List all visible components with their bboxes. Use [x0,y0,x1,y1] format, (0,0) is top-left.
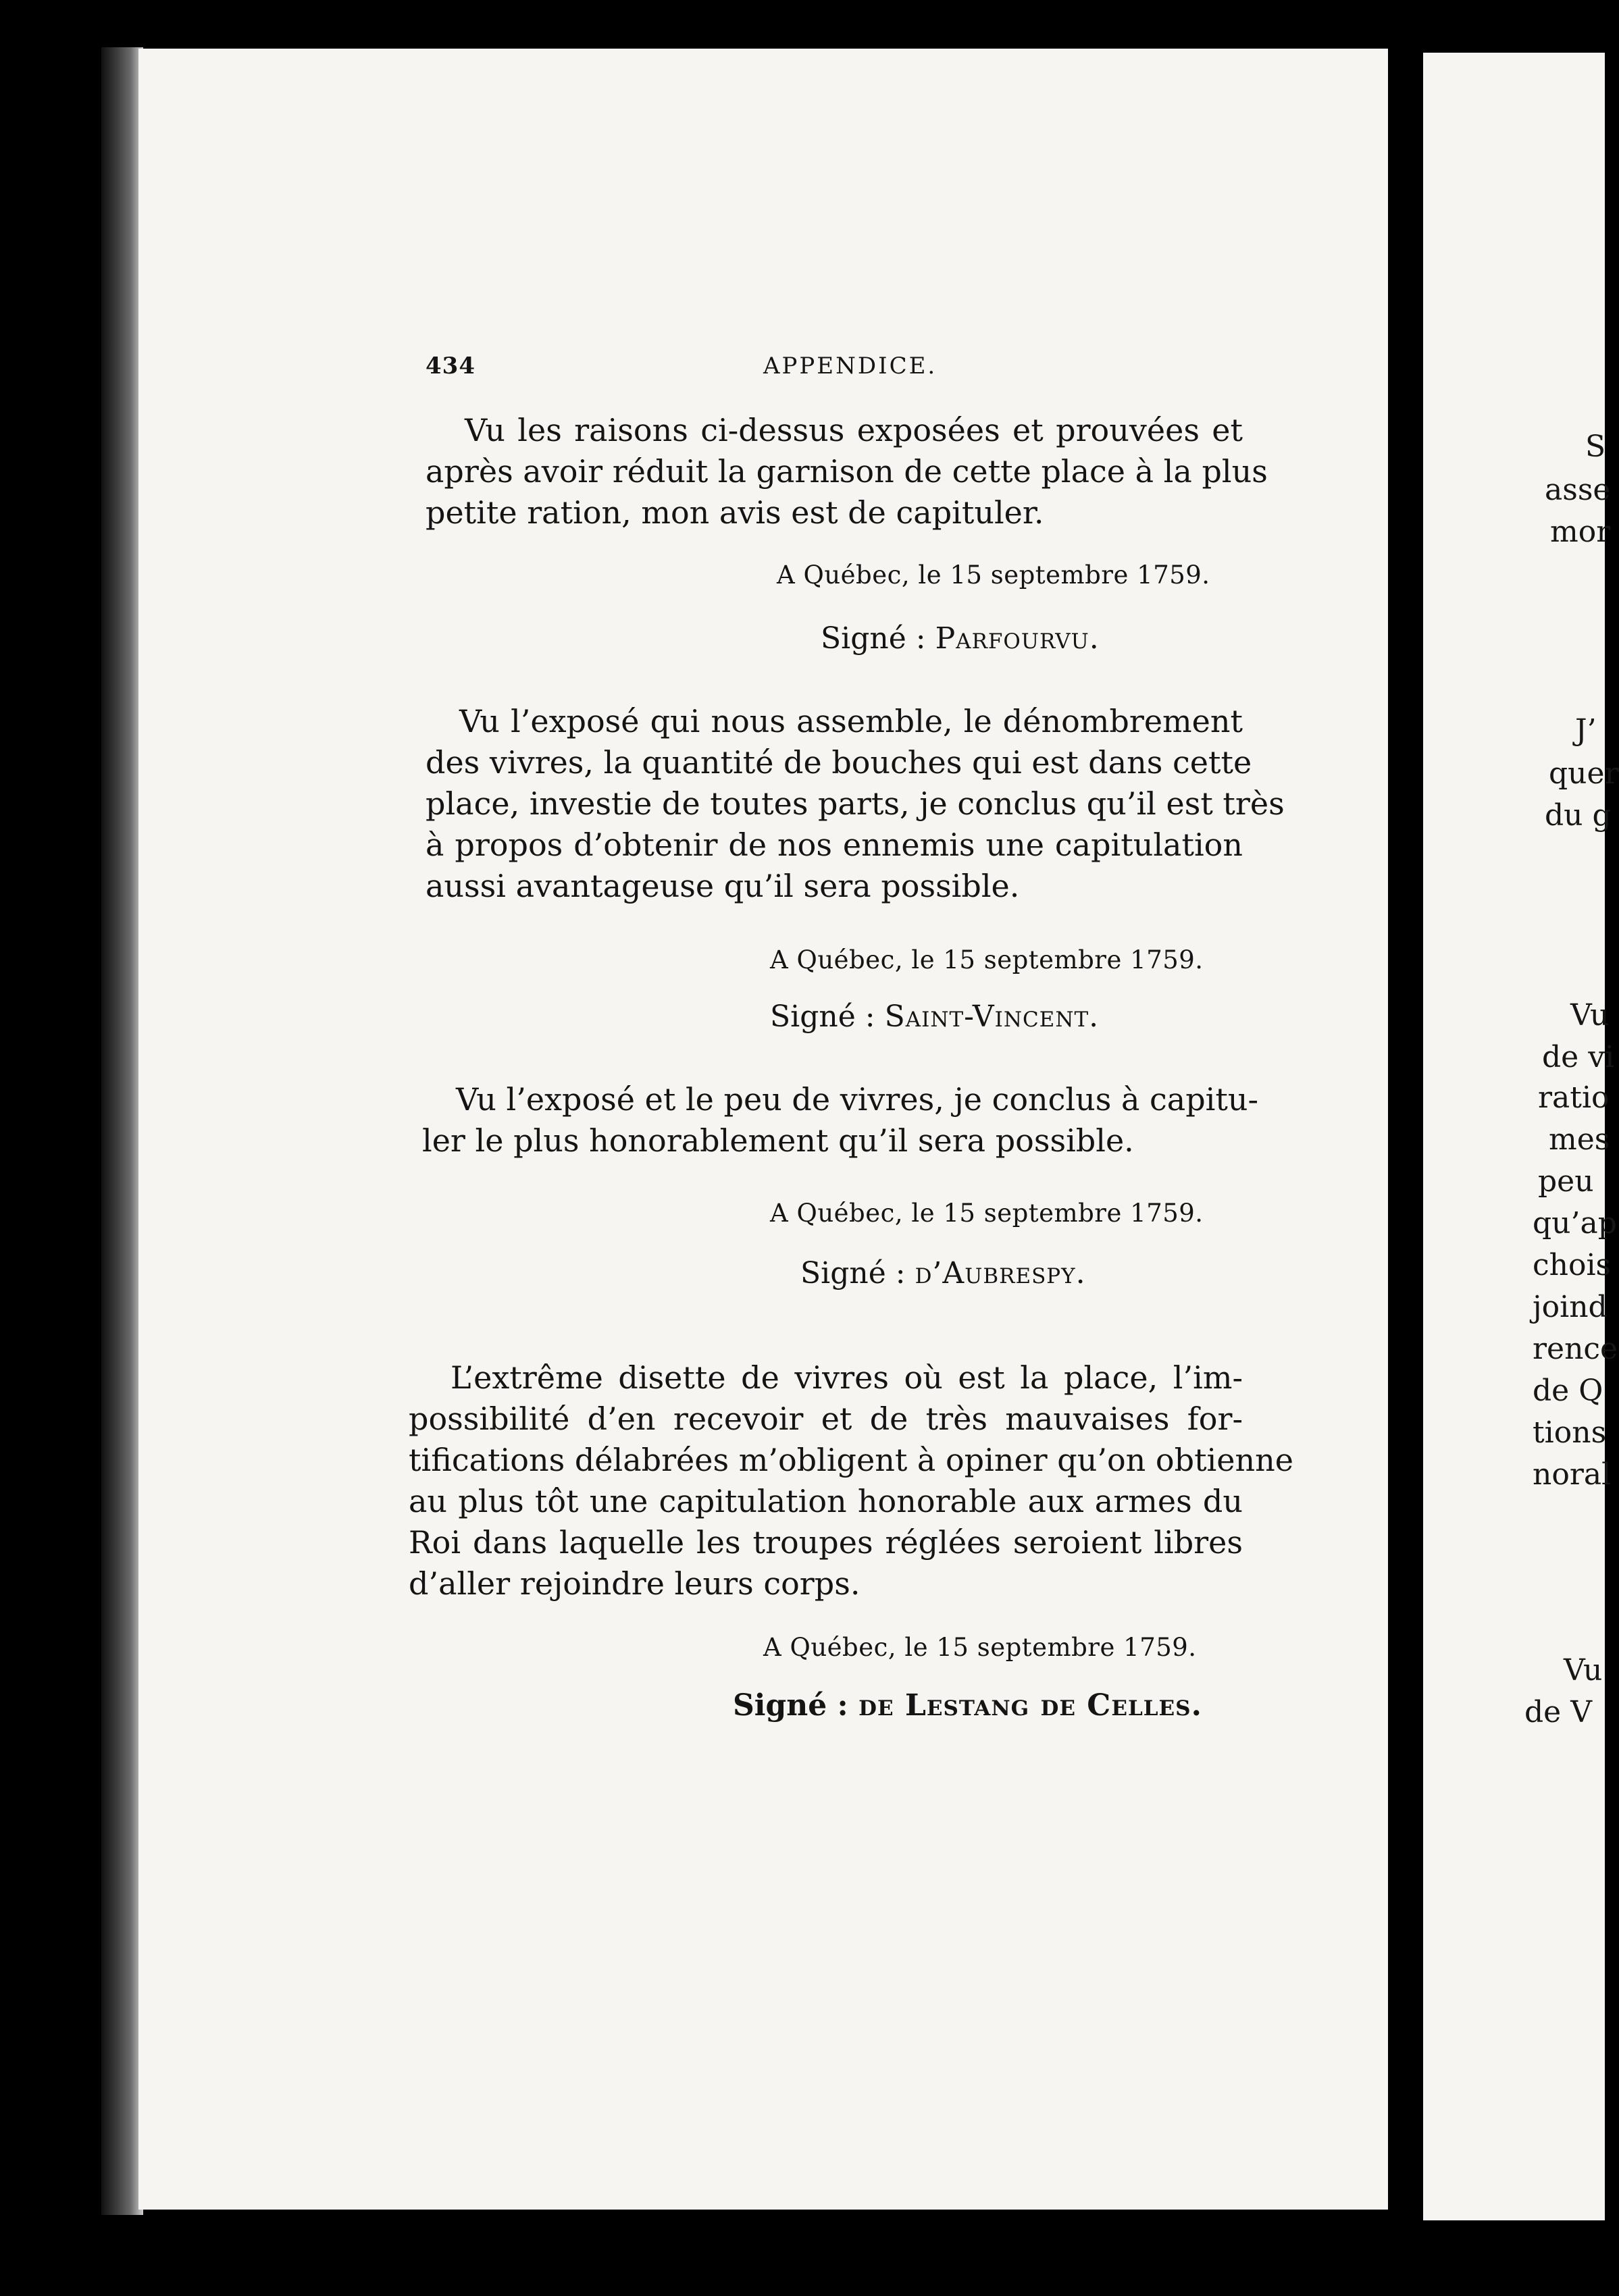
facing-line: joind [1533,1290,1608,1324]
facing-line: de vi [1542,1040,1615,1074]
facing-line: S [1585,429,1606,464]
facing-line: mor [1550,515,1611,549]
facing-line: J’ [1575,713,1597,748]
facing-line: ratio [1538,1080,1610,1115]
signatory-name: Parfourvu. [935,621,1100,656]
paragraph-line: possibilité d’en recevoir et de très mauvaises for- [409,1401,1243,1437]
signed-label: Signé : [821,621,926,656]
facing-line: du g [1545,798,1612,833]
paragraph-line: place, investie de toutes parts, je conclus qu’il est très [426,785,1285,822]
signature-line [770,999,1099,1034]
facing-page [1423,53,1619,2220]
paragraph-line: après avoir réduit la garnison de cette place à la plus [426,453,1268,490]
opinion-paragraph [409,1357,1293,1604]
paragraph-line: Roi dans laquelle les troupes réglées seroient libres [409,1524,1243,1561]
paragraph-line: tifications délabrées m’obligent à opiner qu’on obtienne [409,1442,1293,1478]
facing-line: qu’ap [1533,1206,1617,1241]
signatory-name: d’Aubrespy. [915,1256,1086,1290]
facing-line: noral [1533,1457,1612,1492]
signed-label: Signé : [733,1688,848,1723]
opinion-paragraph [422,1079,1259,1162]
paragraph-line: Vu l’exposé et le peu de vivres, je conclus à capitu- [456,1081,1259,1118]
paragraph-line: L’extrême disette de vivres où est la place, l’im- [451,1359,1243,1396]
paragraph-line: petite ration, mon avis est de capituler. [426,494,1044,531]
signatory-name: Saint-Vincent. [884,999,1100,1034]
signed-label: Signé : [770,999,875,1034]
paragraph-line: au plus tôt une capitulation honorable aux armes du [409,1483,1243,1519]
facing-line: peu [1538,1164,1594,1199]
dateline: A Québec, le 15 septembre 1759. [777,560,1210,590]
facing-line: de V [1524,1695,1592,1729]
facing-line: rence [1533,1332,1618,1366]
signature-line [821,621,1100,656]
book-gutter [1388,0,1423,2296]
signatory-name: de Lestang de Celles. [858,1688,1202,1723]
facing-line: Vu [1564,1653,1603,1688]
page-number: 434 [426,353,476,380]
signature-line [733,1688,1202,1723]
facing-line: de Q [1533,1374,1603,1408]
dateline: A Québec, le 15 septembre 1759. [770,1199,1204,1228]
paragraph-line: à propos d’obtenir de nos ennemis une capitulation [426,827,1243,863]
opinion-paragraph [426,701,1285,907]
paragraph-line: ler le plus honorablement qu’il sera possible. [422,1122,1134,1159]
dateline: A Québec, le 15 septembre 1759. [770,945,1204,974]
facing-line: chois [1533,1248,1612,1282]
facing-page-fragments [1423,53,1619,2220]
facing-line: Vu [1570,998,1610,1033]
facing-line: asse [1545,473,1611,507]
facing-line: quer [1549,756,1619,791]
running-head [426,353,1250,393]
dateline: A Québec, le 15 septembre 1759. [763,1633,1197,1662]
signature-line [800,1256,1086,1290]
signed-label: Signé : [800,1256,906,1290]
paragraph-line: aussi avantageuse qu’il sera possible. [426,868,1020,904]
facing-line: mes [1549,1122,1610,1157]
running-title: APPENDICE. [763,353,937,380]
facing-line: tions [1533,1415,1607,1450]
paragraph-line: d’aller rejoindre leurs corps. [409,1565,860,1602]
page-edge-shadow [101,47,143,2215]
paragraph-line: Vu l’exposé qui nous assemble, le dénombrement [459,703,1243,739]
opinion-paragraph [426,410,1268,533]
paragraph-line: Vu les raisons ci-dessus exposées et prouvées et [465,412,1243,448]
paragraph-line: des vivres, la quantité de bouches qui est dans cette [426,744,1252,781]
